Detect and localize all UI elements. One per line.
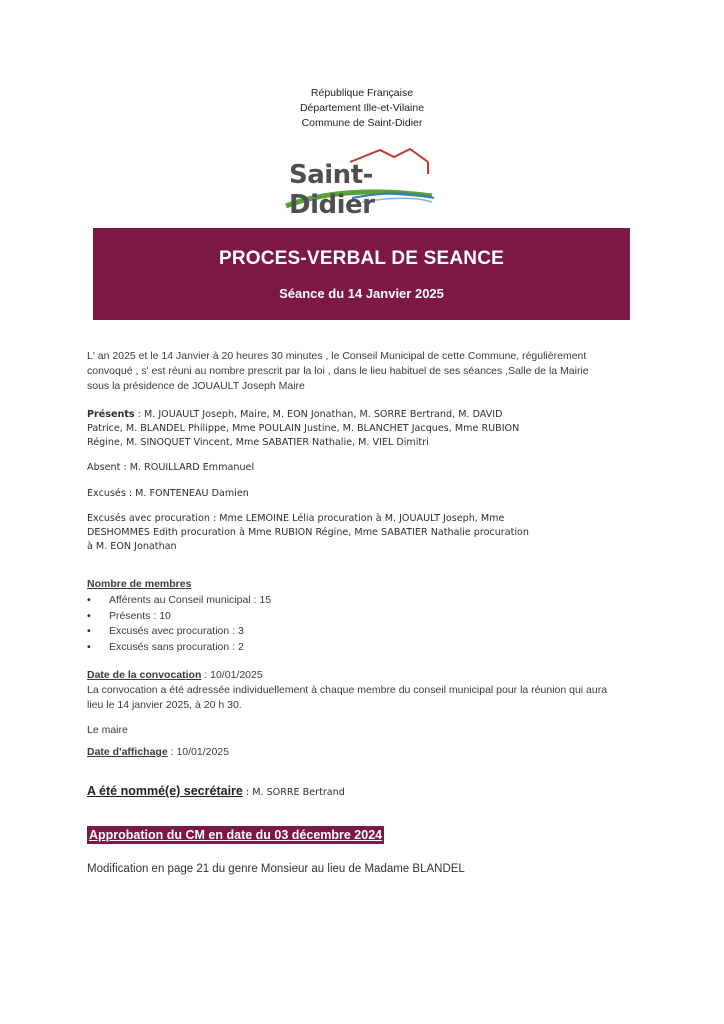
logo-text: Saint-Didier [289, 160, 375, 220]
le-maire: Le maire [87, 724, 128, 736]
presents-line-3: Régine, M. SINOQUET Vincent, Mme SABATIER Nathalie, M. VIEL Dimitri [87, 437, 429, 448]
secretaire-line [87, 784, 345, 798]
secretaire-label: A été nommé(e) secrétaire [87, 784, 243, 798]
members-list [87, 593, 271, 655]
list-item: • Afférents au Conseil municipal : 15 [87, 593, 271, 609]
banner-title: PROCES-VERBAL DE SEANCE [218, 248, 505, 269]
modification-line: Modification en page 21 du genre Monsieur au lieu de Madame BLANDEL [87, 863, 465, 875]
procuration-line-3: à M. EON Jonathan [87, 541, 177, 552]
excuses-line: Excusés : M. FONTENEAU Damien [87, 488, 249, 499]
presents-line-1 [87, 408, 503, 422]
absent-line: Absent : M. ROUILLARD Emmanuel [87, 462, 255, 473]
affichage-value: : 10/01/2025 [167, 746, 229, 758]
list-item: • Excusés avec procuration : 3 [87, 624, 271, 640]
header-departement: Département Ille-et-Vilaine [299, 102, 425, 114]
list-item: • Présents : 10 [87, 609, 271, 625]
header-republique: République Française [310, 87, 414, 99]
members-heading: Nombre de membres [87, 578, 192, 590]
procuration-line-1: Excusés avec procuration : Mme LEMOINE Lélia procuration à M. JOUAULT Joseph, Mme [87, 513, 505, 524]
procuration-line-2: DESHOMMES Edith procuration à Mme RUBION Régine, Mme SABATIER Nathalie procuration [87, 527, 530, 538]
intro-line-2: convoqué , s' est réuni au nombre prescrit par la loi , dans le lieu habituel de ses séances ,Salle de la Mairie [87, 365, 589, 377]
title-banner [93, 228, 630, 320]
intro-line-1: L' an 2025 et le 14 Janvier à 20 heures 30 minutes , le Conseil Municipal de cette Commune, régulièrement [87, 350, 587, 362]
presents-label: Présents [87, 409, 135, 420]
presents-line-2: Patrice, M. BLANDEL Philippe, Mme POULAIN Justine, M. BLANCHET Jacques, Mme RUBION [87, 423, 520, 434]
convocation-line-2: lieu le 14 janvier 2025, à 20 h 30. [87, 699, 242, 711]
convocation-label: Date de la convocation [87, 669, 202, 681]
affichage-label: Date d'affichage [87, 746, 168, 758]
banner-subtitle: Séance du 14 Janvier 2025 [279, 286, 444, 301]
convocation-date [87, 668, 263, 683]
list-item: • Excusés sans procuration : 2 [87, 640, 271, 656]
secretaire-value: : M. SORRE Bertrand [242, 787, 345, 798]
intro-line-3: sous la présidence de JOUAULT Joseph Maire [87, 380, 305, 392]
convocation-line-1: La convocation a été adressée individuellement à chaque membre du conseil municipal pour la réunion qui aura [87, 684, 608, 696]
header-commune: Commune de Saint-Didier [301, 117, 423, 129]
saint-didier-logo [282, 148, 442, 220]
approbation-heading: Approbation du CM en date du 03 décembre 2024 [89, 828, 383, 842]
affichage-date [87, 745, 229, 760]
convocation-value: : 10/01/2025 [201, 669, 263, 681]
presents-text-1: : M. JOUAULT Joseph, Maire, M. EON Jonathan, M. SORRE Bertrand, M. DAVID [134, 409, 503, 420]
